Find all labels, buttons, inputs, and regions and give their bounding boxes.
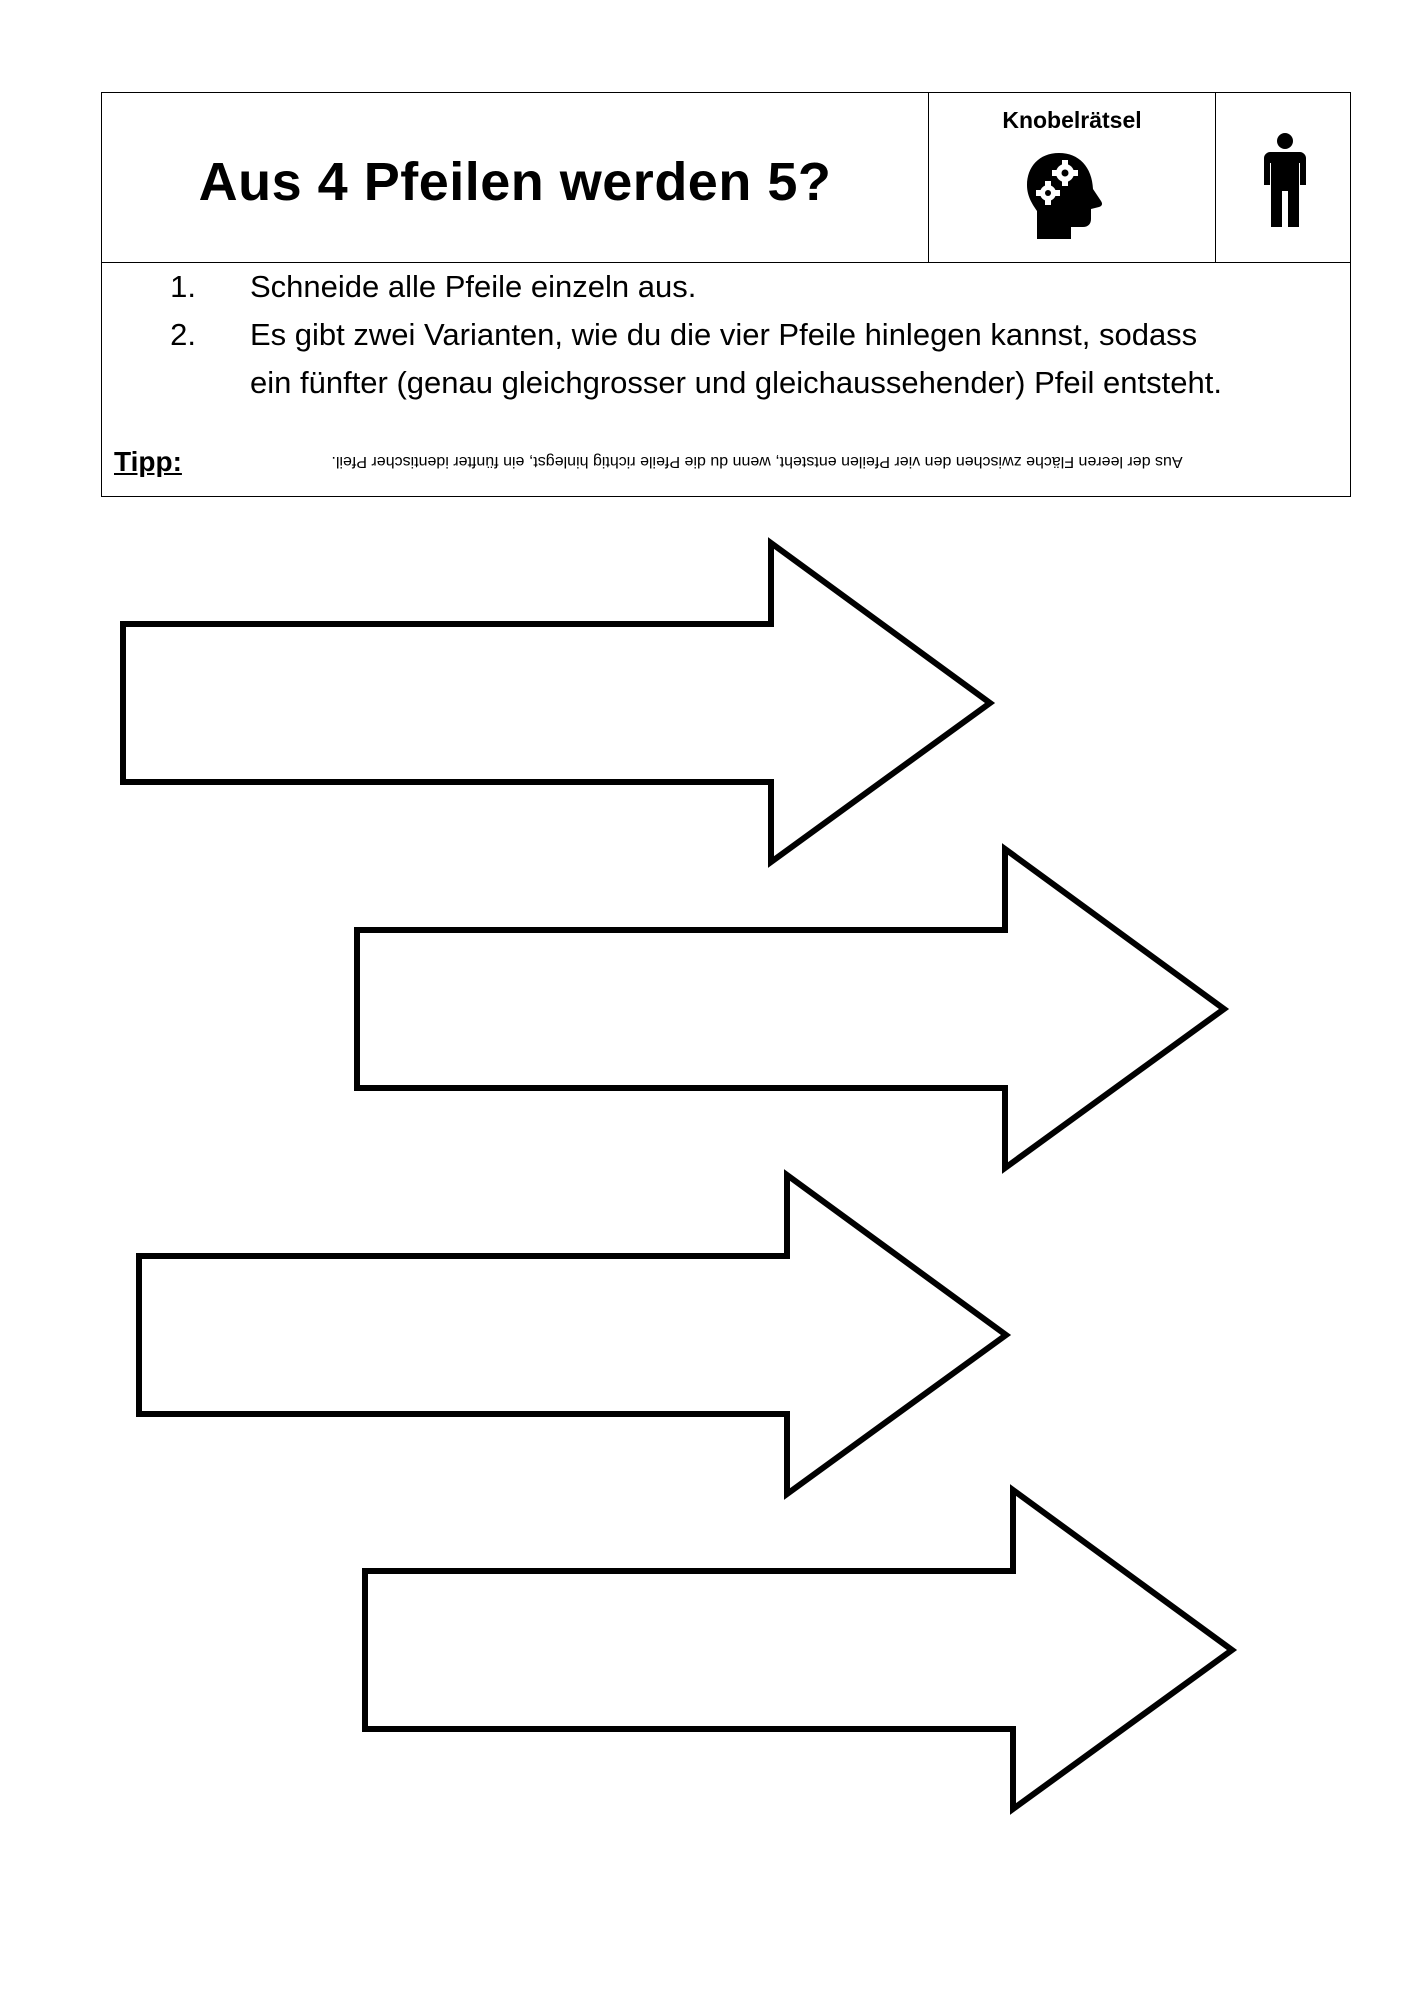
arrow-2[interactable] <box>357 849 1224 1168</box>
arrow-3[interactable] <box>139 1175 1006 1494</box>
category-label: Knobelrätsel <box>1002 107 1142 133</box>
step-text-continuation: ein fünfter (genau gleichgrosser und gleichaussehender) Pfeil entsteht. <box>250 365 1222 400</box>
arrow-4[interactable] <box>365 1490 1232 1809</box>
page-title: Aus 4 Pfeilen werden 5? <box>198 151 832 212</box>
step-number: 2. <box>170 317 196 352</box>
step-text: Es gibt zwei Varianten, wie du die vier Pfeile hinlegen kannst, sodass <box>250 317 1198 352</box>
step-number: 1. <box>170 269 196 304</box>
arrow-1[interactable] <box>123 543 990 862</box>
tip-text-upside-down: Aus der leeren Fläche zwischen den vier Pfeilen entsteht, wenn du die Pfeile richtig hinlegst, ein fünfter identischer Pfeil. <box>331 453 1183 470</box>
step-text: Schneide alle Pfeile einzeln aus. <box>250 269 697 304</box>
tip-label: Tipp: <box>114 446 182 477</box>
